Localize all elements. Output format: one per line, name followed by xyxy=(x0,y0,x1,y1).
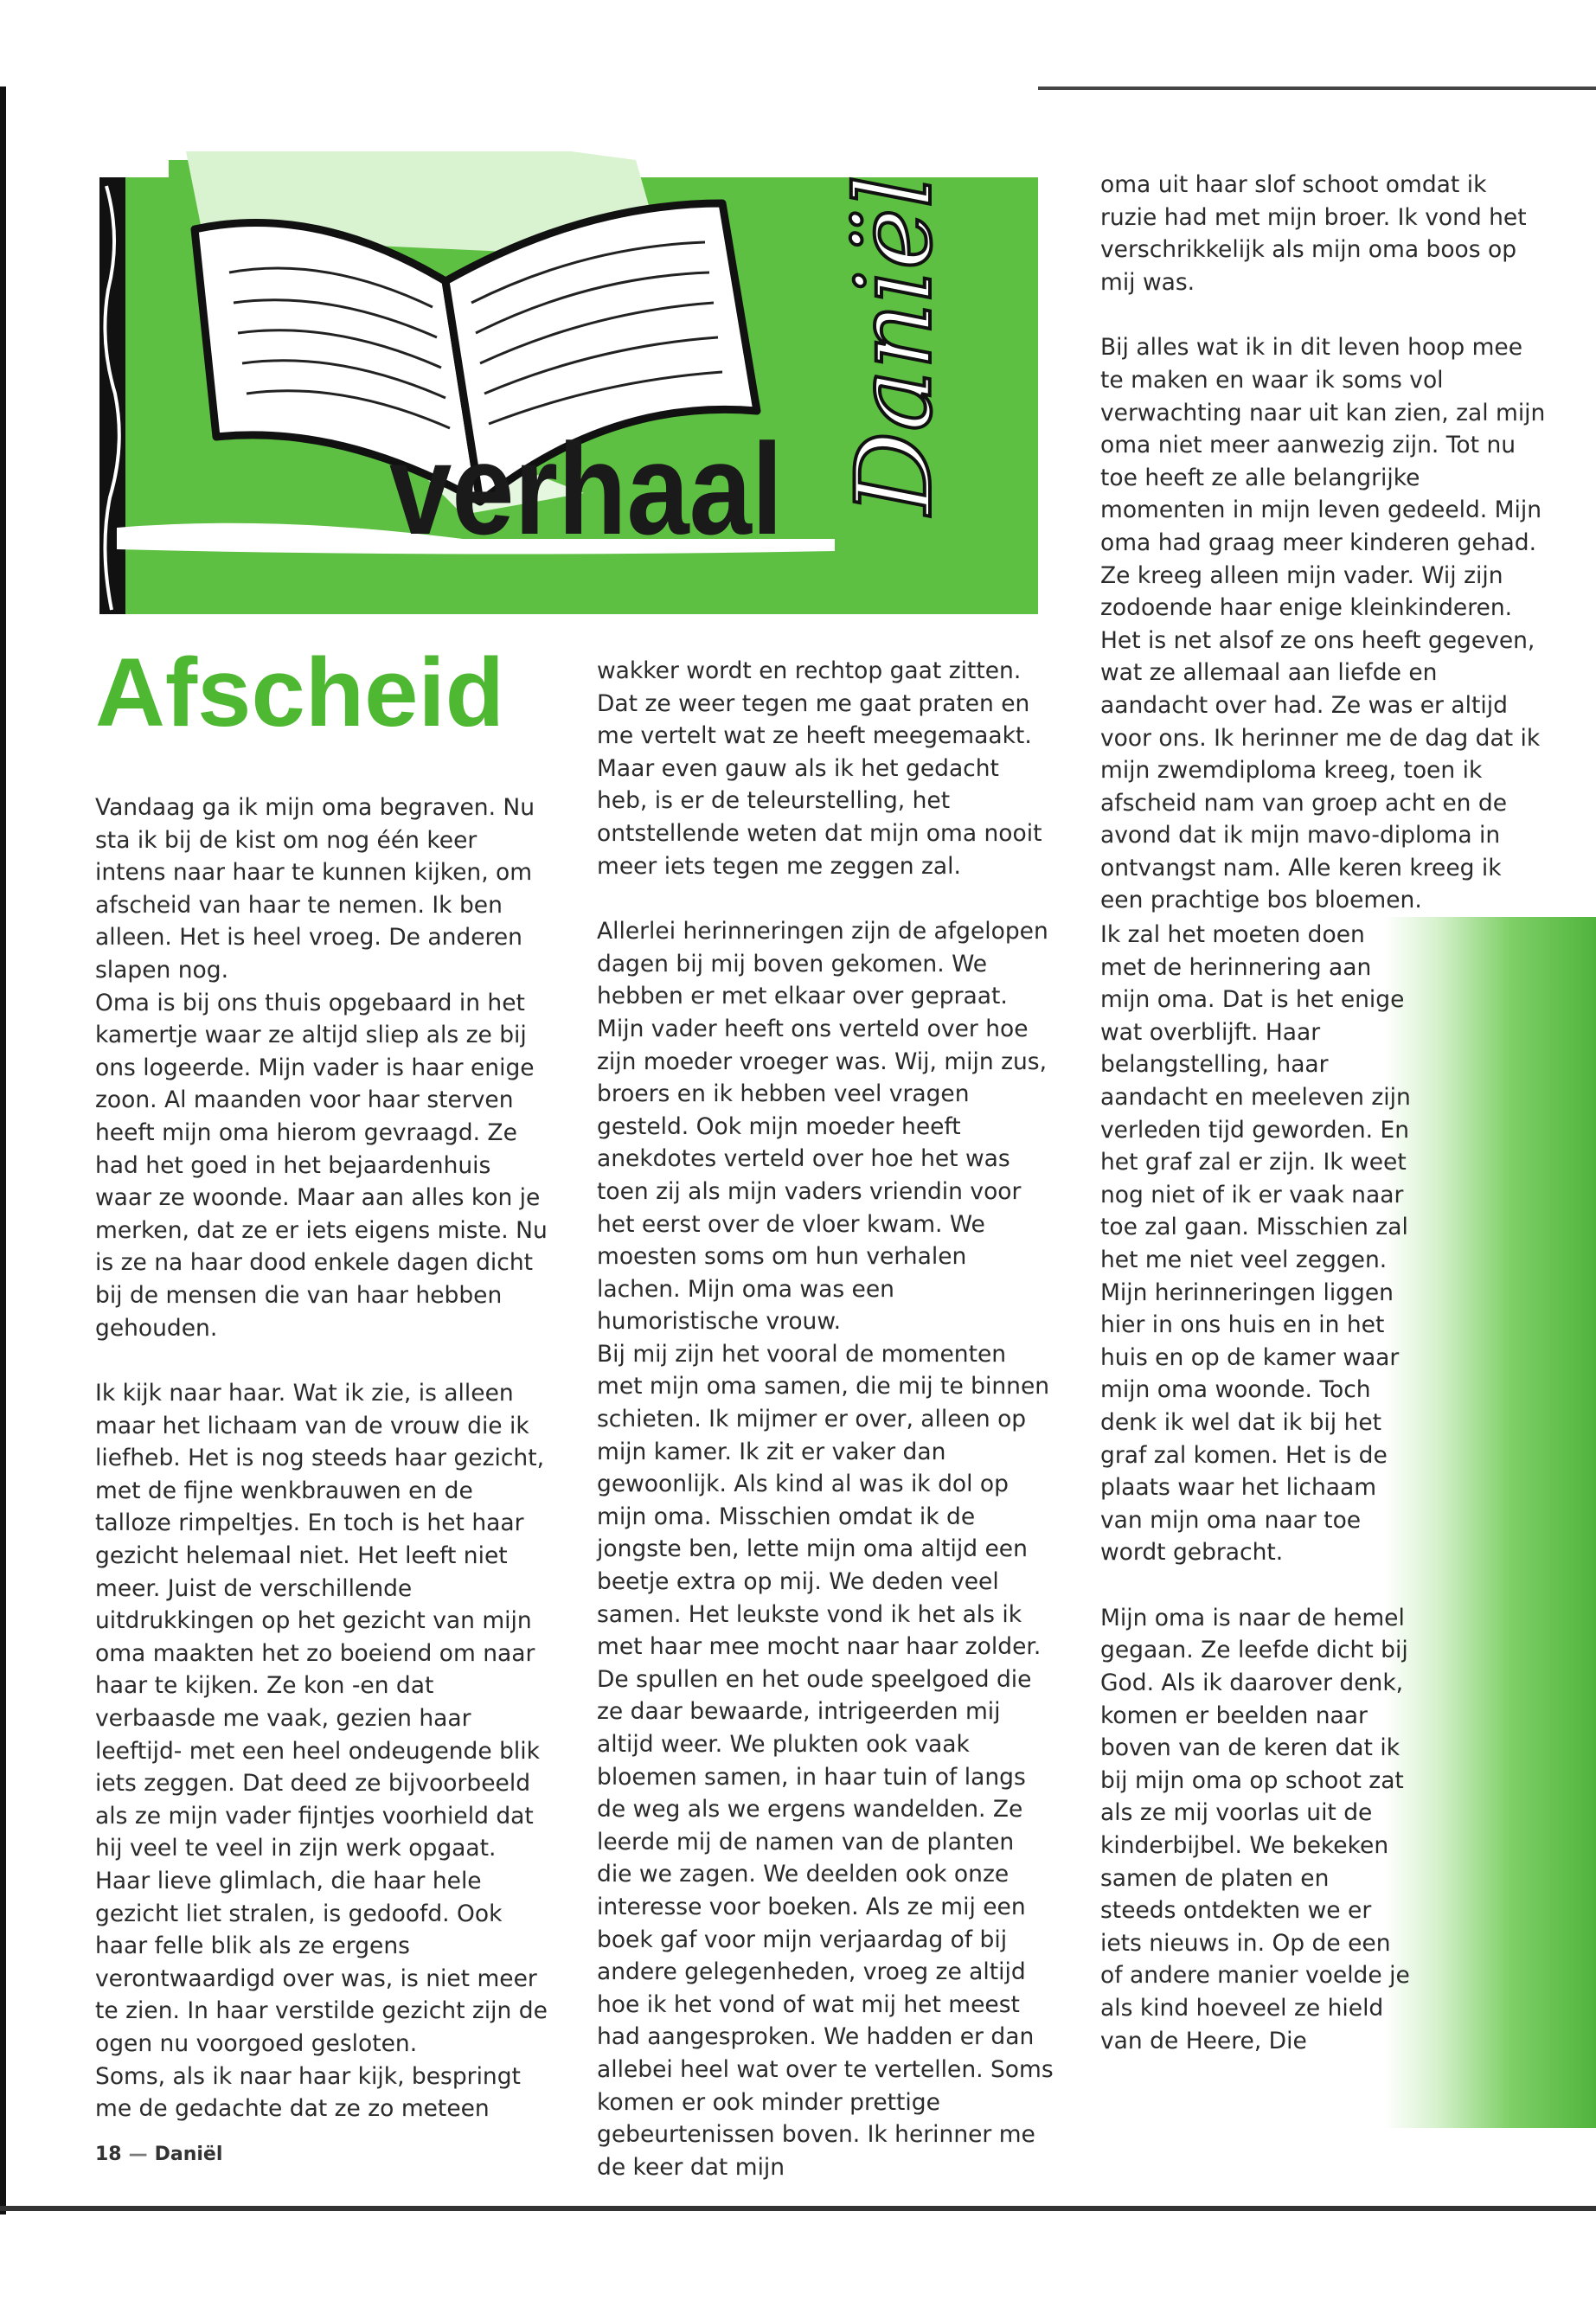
paragraph: Vandaag ga ik mijn oma begraven. Nu sta ik bij de kist om nog één keer intens naar haar te kunnen kijken, om afscheid van haar te nemen. Ik ben alleen. Het is heel vroeg. De anderen slapen nog. xyxy=(95,794,535,984)
paragraph: wakker wordt en rechtop gaat zitten. Dat ze weer tegen me gaat praten en me vertelt wat ze heeft meegemaakt. Maar even gauw als ik het gedacht heb, is er de teleurstelling, het ontstellende weten dat mijn oma nooit meer iets tegen me zeggen zal. xyxy=(597,657,1042,880)
page-edge-bottom xyxy=(0,2206,1596,2211)
column-2 xyxy=(597,655,1055,2183)
column-3-bottom xyxy=(1100,919,1412,2057)
paragraph: Bij alles wat ik in dit leven hoop mee te maken en waar ik soms vol verwachting naar uit kan zien, zal mijn oma niet meer aanwezig zijn. Tot nu toe heeft ze alle belangrijke momenten in mijn leven gedeeld. Mijn oma had graag meer kinderen gehad. Ze kreeg alleen mijn vader. Wij zijn zodoende haar enige kleinkinderen. Het is net alsof ze ons heeft gegeven, wat ze allemaal aan liefde en aandacht over had. Ze was er altijd voor ons. Ik herinner me de dag dat ik mijn zwemdiploma kreeg, toen ik afscheid nam van groep acht en de avond dat ik mijn mavo-diploma in ontvangst nam. Alle keren kreeg ik een prachtige bos bloemen. xyxy=(1100,334,1546,914)
paragraph: Ik zal het moeten doen met de herinnering aan mijn oma. Dat is het enige wat overblijft. Haar belangstelling, haar aandacht en meeleven zijn verleden tijd geworden. En het graf zal er zijn. Ik weet nog niet of ik er vaak naar toe zal gaan. Misschien zal het me niet veel zeggen. Mijn herinneringen liggen hier in ons huis en in het huis en op de kamer waar mijn oma woonde. Toch denk ik wel dat ik bij het graf zal komen. Het is de plaats waar het lichaam van mijn oma naar toe wordt gebracht. xyxy=(1100,921,1411,1567)
paragraph: Mijn oma is naar de hemel gegaan. Ze leefde dicht bij God. Als ik daarover denk, komen er beelden naar boven van de keren dat ik bij mijn oma op schoot zat als ze mij voorlas uit de kinderbijbel. We bekeken samen de platen en steeds ontdekten we er iets nieuws in. Op de een of andere manier voelde je als kind hoeveel ze hield van de Heere, Die xyxy=(1100,1604,1410,2054)
magazine-name: Daniël xyxy=(154,2144,223,2165)
brand-script: Daniël xyxy=(835,175,955,515)
article-title: Afscheid xyxy=(95,638,504,747)
page-edge xyxy=(0,87,6,2214)
page-number: 18 xyxy=(95,2144,122,2165)
header-word: verhaal xyxy=(389,416,783,561)
paragraph: Oma is bij ons thuis opgebaard in het kamertje waar ze altijd sliep als ze bij ons logeerde. Mijn vader is haar enige zoon. Al maanden voor haar sterven heeft mijn oma hierom gevraagd. Ze had het goed in het bejaardenhuis waar ze woonde. Maar aan alles kon je merken, dat ze er iets eigens miste. Nu is ze na haar dood enkele dagen dicht bij de mensen die van haar hebben gehouden. xyxy=(95,989,548,1342)
page-footer: 18 — Daniël xyxy=(95,2144,223,2165)
photo-background xyxy=(1384,917,1596,2128)
paragraph-italic-start: Ik kijk naar haar. Wat ik zie, is alleen maar het lichaam van de vrouw die ik liefheb. Het is nog steeds haar gezicht, met de fijne wenkbrauwen en de talloze rimpeltjes. En toch is het haar gezicht helemaal niet. Het leeft niet meer. Juist de verschillende uitdrukkingen op het gezicht van mijn oma maakten het zo boeiend om naar haar te kijken. Ze kon -en dat verbaasde me vaak, gezien haar leeftijd- met een heel ondeugende blik iets zeggen. Dat deed ze bijvoorbeeld als ze mijn vader fijntjes voorhield dat hij veel te veel in zijn werk opgaat. Haar lieve glimlach, die haar hele gezicht liet stralen, is gedoofd. Ook haar felle blik als ze ergens verontwaardigd over was, is niet meer te zien. In haar verstilde gezicht zijn de ogen nu voorgoed gesloten. xyxy=(95,1380,548,2057)
column-1 xyxy=(95,792,554,2125)
paragraph: Bij mij zijn het vooral de momenten met mijn oma samen, die mij te binnen schieten. Ik mijmer er over, alleen op mijn kamer. Ik zit er vaker dan gewoonlijk. Als kind al was ik dol op mijn oma. Misschien omdat ik de jongste ben, lette mijn oma altijd een beetje extra op mij. We deden veel samen. Het leukste vond ik het als ik met haar mee mocht naar haar zolder. De spullen en het oude speelgoed die ze daar bewaarde, intrigeerden mij altijd weer. We plukten ook vaak bloemen samen, in haar tuin of langs de weg als we ergens wandelden. Ze leerde mij de namen van de planten die we zagen. We deelden ook onze interesse voor boeken. Als ze mij een boek gaf voor mijn verjaardag of bij andere gelegenheden, vroeg ze altijd hoe ik het vond of wat mij het meest had aangesproken. We hadden er dan allebei heel wat over te vertellen. Soms komen er ook minder prettige gebeurtenissen boven. Ik herinner me de keer dat mijn xyxy=(597,1340,1054,2181)
header-artwork xyxy=(99,151,1038,614)
open-book-illustration xyxy=(99,151,1038,614)
paragraph: Allerlei herinneringen zijn de afgelopen dagen bij mij boven gekomen. We hebben er met elkaar over gepraat. Mijn vader heeft ons verteld over hoe zijn moeder vroeger was. Wij, mijn zus, broers en ik hebben veel vragen gesteld. Ook mijn moeder heeft anekdotes verteld over hoe het was toen zij als mijn vaders vriendin voor het eerst over de vloer kwam. We moesten soms om hun verhalen lachen. Mijn oma was een humoristische vrouw. xyxy=(597,918,1048,1336)
page-edge-top xyxy=(1038,87,1596,90)
paragraph: oma uit haar slof schoot omdat ik ruzie had met mijn broer. Ik vond het verschrikkelijk als mijn oma boos op mij was. xyxy=(1100,171,1527,296)
column-3-top xyxy=(1100,169,1550,917)
paragraph: Soms, als ik naar haar kijk, bespringt me de gedachte dat ze zo meteen xyxy=(95,2062,521,2123)
